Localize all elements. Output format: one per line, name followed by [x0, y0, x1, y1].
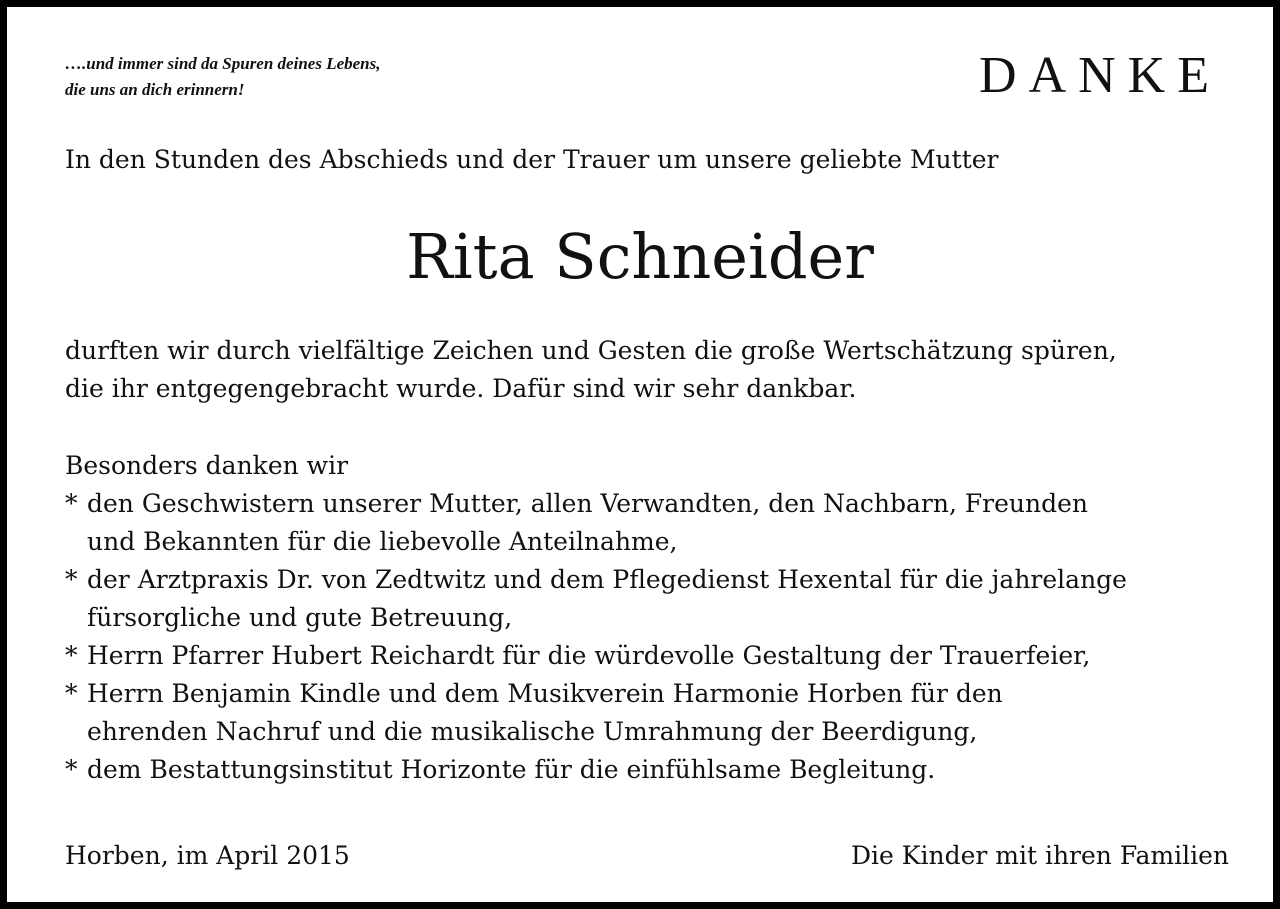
thanks-intro: Besonders danken wir: [65, 451, 349, 480]
thanks-item-line: den Geschwistern unserer Mutter, allen Verwandten, den Nachbarn, Freunden: [87, 489, 1089, 518]
thanks-item: [65, 561, 1127, 637]
body-line: durften wir durch vielfältige Zeichen und Gesten die große Wertschätzung spüren,: [65, 336, 1117, 365]
place-date: Horben, im April 2015: [65, 841, 350, 870]
thanks-list: [65, 485, 1127, 789]
deceased-name: Rita Schneider: [406, 220, 874, 293]
motto-line: die uns an dich erinnern!: [65, 80, 245, 99]
signature: Die Kinder mit ihren Familien: [851, 841, 1229, 870]
thanks-item-line: fürsorgliche und gute Betreuung,: [87, 603, 513, 632]
thanks-item-line: dem Bestattungsinstitut Horizonte für die einfühlsame Begleitung.: [87, 755, 936, 784]
thanks-section: [65, 447, 1127, 789]
thanks-item-line: der Arztpraxis Dr. von Zedtwitz und dem Pflegedienst Hexental für die jahrelange: [87, 565, 1127, 594]
thanks-item-line: Herrn Pfarrer Hubert Reichardt für die würdevolle Gestaltung der Trauerfeier,: [87, 641, 1091, 670]
intro-text: In den Stunden des Abschieds und der Trauer um unsere geliebte Mutter: [65, 145, 999, 174]
bullet-asterisk: *: [65, 641, 78, 670]
bullet-asterisk: *: [65, 489, 78, 518]
thanks-item-line: ehrenden Nachruf und die musikalische Umrahmung der Beerdigung,: [87, 717, 978, 746]
bullet-asterisk: *: [65, 755, 78, 784]
bullet-asterisk: *: [65, 565, 78, 594]
body-paragraph: [65, 332, 1117, 408]
motto-line: ….und immer sind da Spuren deines Lebens,: [65, 54, 381, 73]
thanks-item-line: und Bekannten für die liebevolle Anteilnahme,: [87, 527, 678, 556]
motto-quote: [65, 51, 565, 103]
thanks-item: [65, 637, 1127, 675]
body-line: die ihr entgegengebracht wurde. Dafür sind wir sehr dankbar.: [65, 374, 857, 403]
thanks-item-line: Herrn Benjamin Kindle und dem Musikverein Harmonie Horben für den: [87, 679, 1003, 708]
thanks-item: [65, 485, 1127, 561]
thanks-item: [65, 675, 1127, 751]
heading-danke: DANKE: [979, 47, 1221, 104]
thanks-item: [65, 751, 1127, 789]
bullet-asterisk: *: [65, 679, 78, 708]
